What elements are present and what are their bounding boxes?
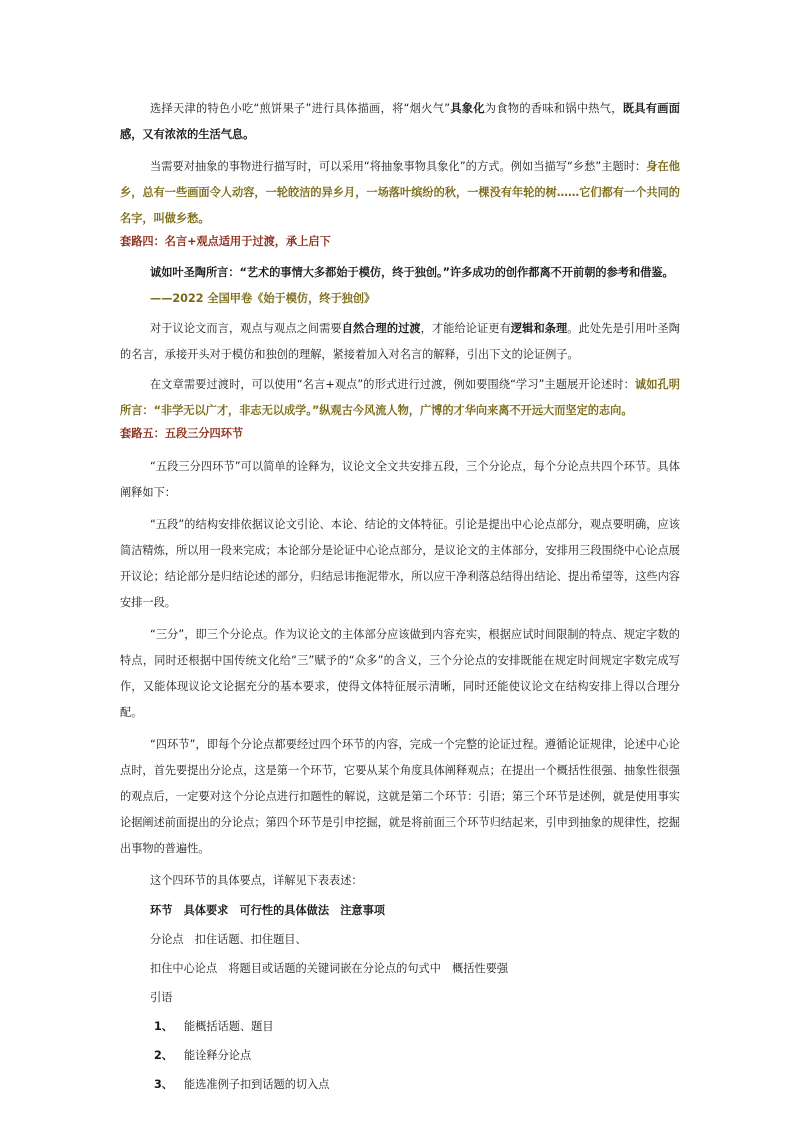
list-item xyxy=(120,1012,680,1041)
bold-text: 自然合理的过渡 xyxy=(341,322,421,335)
text: 。此处先是引用叶圣陶的名言，承接开头对于模仿和独创的理解，紧接着加入对名言的解释，引出下文的论证例子。 xyxy=(120,322,680,361)
paragraph-transition-example xyxy=(120,372,680,424)
paragraph-five-sections: “五段”的结构安排依据议论文引论、本论、结论的文体特征。引论是提出中心论点部分，观点要明确，应该简洁精炼，所以用一段来完成；本论部分是论证中心论点部分，是议论文的主体部分，安排用三段围绕中心论点展开议论；结论部分是归结论述的部分，归结忌讳拖泥带水，所以应干净利落总结得出结论、提出希望等，这些内容安排一段。 xyxy=(120,518,680,609)
paragraph-table-intro: 这个四环节的具体要点，详解见下表表述： xyxy=(150,874,363,887)
table-text xyxy=(120,896,680,1099)
example-text: “非学无以广才，非志无以成学。”纵观古今风流人物，广博的才华向来离不开远大而坚定的志向。 xyxy=(153,404,633,417)
paragraph-quote xyxy=(120,260,680,286)
text: 在文章需要过渡时，可以使用“名言+观点”的形式进行过渡，例如要围绕“学习”主题展开论述时： xyxy=(150,378,635,391)
table-row: 扣住中心论点 将题目或话题的关键词嵌在分论点的句式中 概括性要强 xyxy=(150,962,509,975)
paragraph-transition xyxy=(120,316,680,368)
text: ，才能给论证更有 xyxy=(420,322,511,335)
list-item xyxy=(120,1041,680,1070)
quote-text: 诚如叶圣陶所言：“艺术的事情大多都始于模仿，终于独创。”许多成功的创作都离不开前朝的参考和借鉴。 xyxy=(150,266,674,279)
list-item xyxy=(120,1070,680,1099)
paragraph-four-steps: “四环节”，即每个分论点都要经过四个环节的内容，完成一个完整的论证过程。遵循论证规律，论述中心论点时，首先要提出分论点，这是第一个环节，它要从某个角度具体阐释观点；在提出一个概括性很强、抽象性很强的观点后，一定要对这个分论点进行扣题性的解说，这就是第二个环节：引语；第三个环节是述例，就是使用事实论据阐述前面提出的分论点；第四个环节是引申挖掘，就是将前面三个环节归结起来，引申到抽象的规律性，挖掘出事物的普遍性。 xyxy=(120,738,680,855)
text: 选择天津的特色小吃“煎饼果子”进行具体描画，将“烟火气” xyxy=(150,102,451,115)
bold-text: 具象化 xyxy=(450,102,485,115)
paragraph-abstract xyxy=(120,154,680,232)
heading-tao-lu-5: 套路五：五段三分四环节 xyxy=(120,427,244,440)
text: 当需要对抽象的事物进行描写时，可以采用“将抽象事物具象化”的方式。例如当描写“乡愁”主题时： xyxy=(150,160,647,173)
list-text: 能概括话题、题目 xyxy=(184,1020,274,1033)
list-text: 能诠释分论点 xyxy=(184,1049,252,1062)
example-text: 诚如孔明所言： xyxy=(120,378,680,417)
paragraph-jianbing xyxy=(120,96,680,148)
list-number: 2、 xyxy=(154,1049,173,1062)
table-row: 分论点 扣住话题、扣住题目、 xyxy=(150,933,307,946)
document-page xyxy=(120,98,680,1099)
bold-text: 既具有画面感，又有浓浓的生活气息。 xyxy=(120,102,680,141)
table-row: 引语 xyxy=(150,991,173,1004)
list-number: 3、 xyxy=(154,1078,173,1091)
heading-tao-lu-4: 套路四：名言+观点适用于过渡，承上启下 xyxy=(120,235,331,248)
text: 为食物的香味和锅中热气， xyxy=(484,102,623,115)
list-text: 能选准例子扣到话题的切入点 xyxy=(184,1078,330,1091)
bold-text: 逻辑和条理 xyxy=(510,322,568,335)
text: 对于议论文而言，观点与观点之间需要 xyxy=(150,322,342,335)
list-number: 1、 xyxy=(154,1020,173,1033)
table-header: 环节 具体要求 可行性的具体做法 注意事项 xyxy=(150,904,385,917)
paragraph-overview: “五段三分四环节”可以简单的诠释为，议论文全文共安排五段，三个分论点，每个分论点共四个环节。具体阐释如下： xyxy=(120,460,680,499)
paragraph-three-points: “三分”，即三个分论点。作为议论文的主体部分应该做到内容充实，根据应试时间限制的特点、规定字数的特点，同时还根据中国传统文化给“三”赋予的“众多”的含义，三个分论点的安排既能在规定时间规定字数完成写作，又能体现议论文论据充分的基本要求，使得文体特征展示清晰，同时还能使议论文在结构安排上得以合理分配。 xyxy=(120,628,680,719)
quote-source: ——2022 全国甲卷《始于模仿，终于独创》 xyxy=(150,292,376,305)
example-text: 身在他乡，总有一些画面令人动容，一轮皎洁的异乡月，一场落叶缤纷的秋，一棵没有年轮的树……它们都有一个共同的名字，叫做乡愁。 xyxy=(120,160,680,225)
